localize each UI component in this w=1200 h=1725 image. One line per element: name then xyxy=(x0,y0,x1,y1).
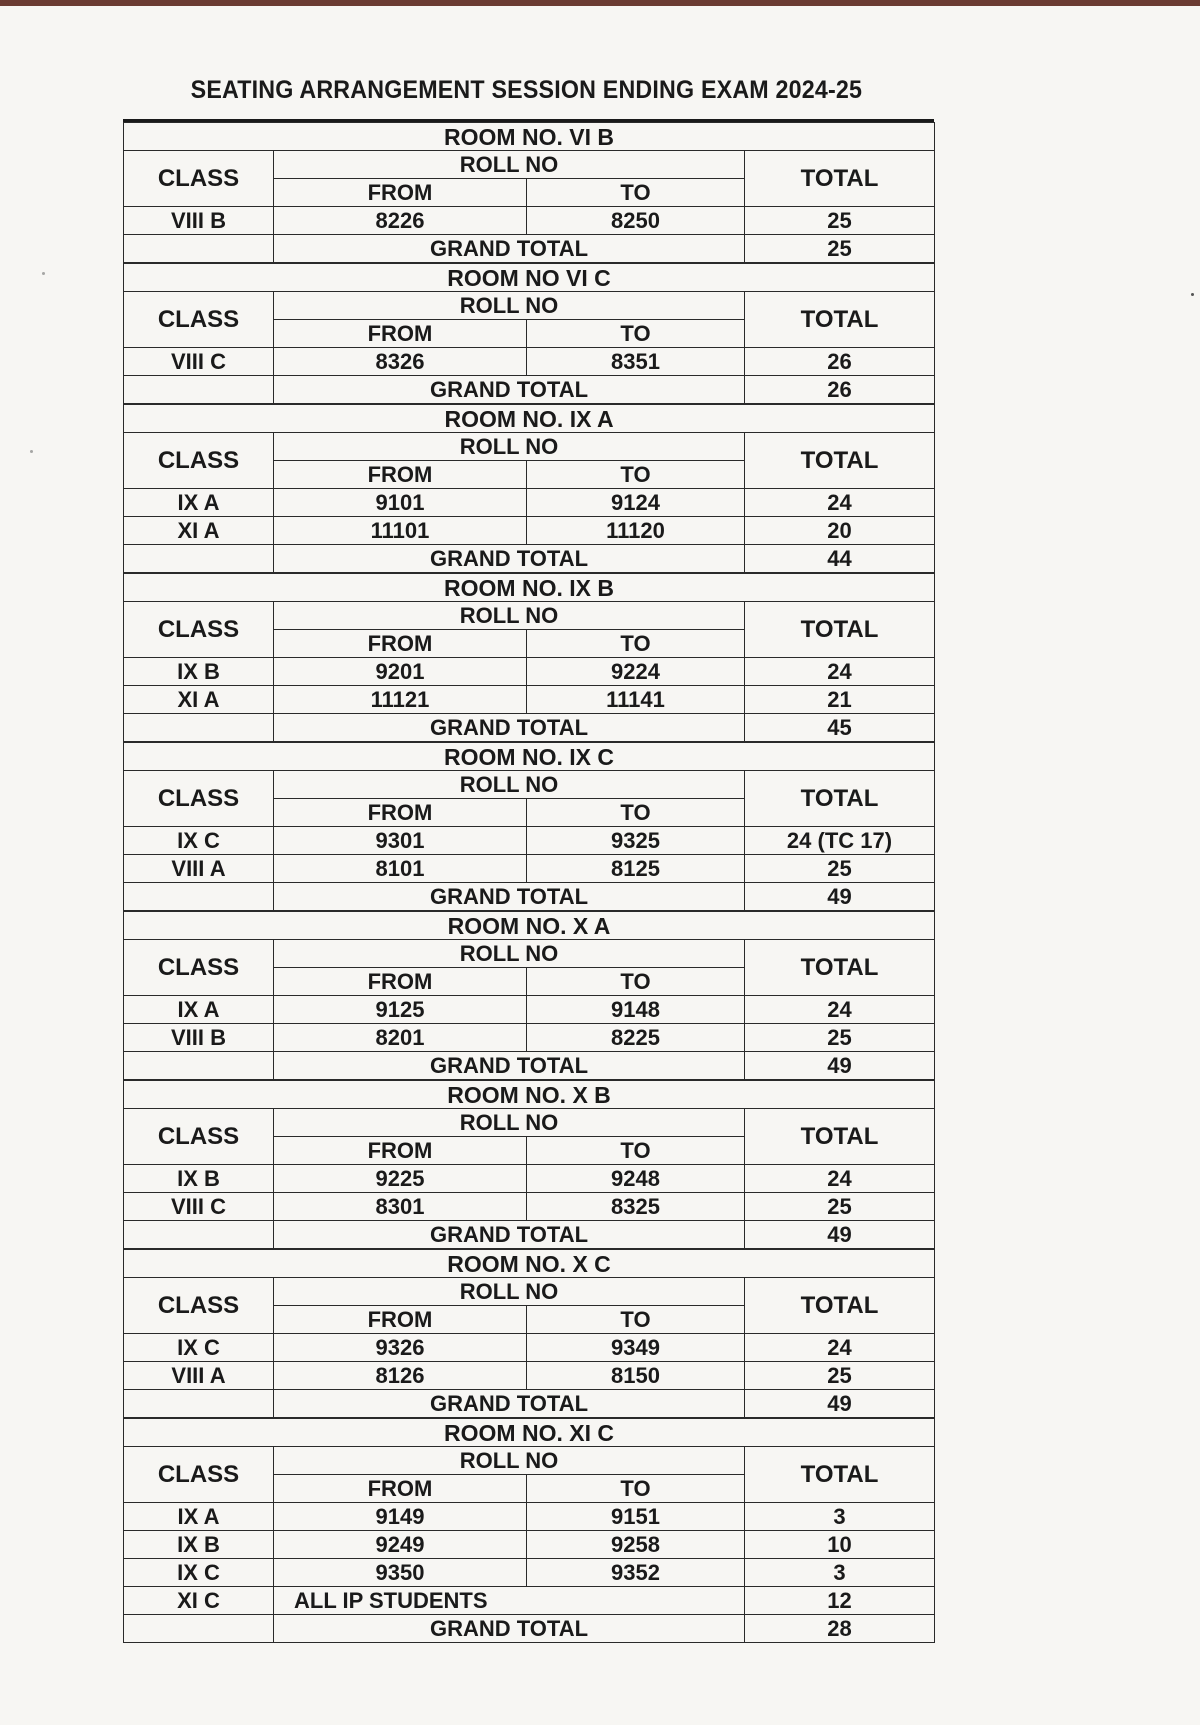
total-cell: 25 xyxy=(745,1362,935,1390)
total-cell: 3 xyxy=(745,1503,935,1531)
grand-total-label: GRAND TOTAL xyxy=(274,1221,745,1249)
total-cell: 25 xyxy=(745,207,935,235)
room-name: ROOM NO. X A xyxy=(124,912,935,940)
to-header: TO xyxy=(527,461,745,489)
room-table xyxy=(123,573,935,742)
to-header: TO xyxy=(527,968,745,996)
total-cell: 21 xyxy=(745,686,935,714)
room-table xyxy=(123,1418,935,1643)
to-header: TO xyxy=(527,1306,745,1334)
class-cell: IX B xyxy=(124,1531,274,1559)
total-cell: 12 xyxy=(745,1587,935,1615)
roll-no-header: ROLL NO xyxy=(274,602,745,630)
table-row xyxy=(124,1334,935,1362)
to-header: TO xyxy=(527,1475,745,1503)
from-header: FROM xyxy=(274,1137,527,1165)
class-cell: VIII C xyxy=(124,1193,274,1221)
to-header: TO xyxy=(527,630,745,658)
room-name: ROOM NO. VI B xyxy=(124,123,935,151)
to-header: TO xyxy=(527,179,745,207)
total-cell: 3 xyxy=(745,1559,935,1587)
note-cell: ALL IP STUDENTS xyxy=(274,1587,745,1615)
from-cell: 9149 xyxy=(274,1503,527,1531)
total-header: TOTAL xyxy=(745,151,935,207)
total-header: TOTAL xyxy=(745,940,935,996)
table-row xyxy=(124,489,935,517)
paper-speck xyxy=(42,272,45,275)
class-cell: VIII A xyxy=(124,855,274,883)
from-cell: 9326 xyxy=(274,1334,527,1362)
to-cell: 9148 xyxy=(527,996,745,1024)
grand-total-row xyxy=(124,1615,935,1643)
total-cell: 10 xyxy=(745,1531,935,1559)
from-cell: 9125 xyxy=(274,996,527,1024)
grand-total-label: GRAND TOTAL xyxy=(274,1390,745,1418)
class-cell: XI A xyxy=(124,686,274,714)
room-table xyxy=(123,742,935,911)
grand-total-row xyxy=(124,1052,935,1080)
grand-total-row xyxy=(124,1390,935,1418)
to-cell: 8250 xyxy=(527,207,745,235)
total-cell: 20 xyxy=(745,517,935,545)
grand-total-label: GRAND TOTAL xyxy=(274,1052,745,1080)
grand-total-value: 45 xyxy=(745,714,935,742)
roll-no-header: ROLL NO xyxy=(274,1109,745,1137)
to-header: TO xyxy=(527,799,745,827)
from-header: FROM xyxy=(274,320,527,348)
from-cell: 9301 xyxy=(274,827,527,855)
room-name: ROOM NO. XI C xyxy=(124,1419,935,1447)
class-cell: IX A xyxy=(124,1503,274,1531)
table-row xyxy=(124,1559,935,1587)
grand-total-row xyxy=(124,545,935,573)
to-cell: 9248 xyxy=(527,1165,745,1193)
room-table xyxy=(123,911,935,1080)
total-cell: 26 xyxy=(745,348,935,376)
total-cell: 24 xyxy=(745,1334,935,1362)
total-cell: 24 (TC 17) xyxy=(745,827,935,855)
from-header: FROM xyxy=(274,630,527,658)
total-header: TOTAL xyxy=(745,433,935,489)
grand-total-value: 28 xyxy=(745,1615,935,1643)
room-table xyxy=(123,1080,935,1249)
from-cell: 11101 xyxy=(274,517,527,545)
room-name: ROOM NO. X C xyxy=(124,1250,935,1278)
class-cell: VIII C xyxy=(124,348,274,376)
class-cell: IX C xyxy=(124,1334,274,1362)
table-row xyxy=(124,1362,935,1390)
to-cell: 9124 xyxy=(527,489,745,517)
from-cell: 11121 xyxy=(274,686,527,714)
class-cell: XI C xyxy=(124,1587,274,1615)
total-header: TOTAL xyxy=(745,1109,935,1165)
from-cell: 9201 xyxy=(274,658,527,686)
table-row xyxy=(124,686,935,714)
grand-total-row xyxy=(124,235,935,263)
grand-total-value: 49 xyxy=(745,1221,935,1249)
grand-total-label: GRAND TOTAL xyxy=(274,1615,745,1643)
grand-total-row xyxy=(124,883,935,911)
grand-total-label: GRAND TOTAL xyxy=(274,545,745,573)
class-header: CLASS xyxy=(124,151,274,207)
to-cell: 11120 xyxy=(527,517,745,545)
total-cell: 24 xyxy=(745,1165,935,1193)
to-cell: 11141 xyxy=(527,686,745,714)
from-header: FROM xyxy=(274,179,527,207)
table-row xyxy=(124,1024,935,1052)
from-cell: 8226 xyxy=(274,207,527,235)
class-cell: IX B xyxy=(124,1165,274,1193)
total-header: TOTAL xyxy=(745,292,935,348)
grand-total-value: 49 xyxy=(745,1390,935,1418)
to-header: TO xyxy=(527,1137,745,1165)
grand-total-label: GRAND TOTAL xyxy=(274,714,745,742)
class-header: CLASS xyxy=(124,771,274,827)
to-cell: 9258 xyxy=(527,1531,745,1559)
from-cell: 8126 xyxy=(274,1362,527,1390)
from-header: FROM xyxy=(274,968,527,996)
class-cell: VIII B xyxy=(124,207,274,235)
class-cell: IX A xyxy=(124,489,274,517)
grand-total-value: 25 xyxy=(745,235,935,263)
grand-total-value: 44 xyxy=(745,545,935,573)
roll-no-header: ROLL NO xyxy=(274,940,745,968)
from-cell: 8326 xyxy=(274,348,527,376)
room-name: ROOM NO. IX C xyxy=(124,743,935,771)
total-header: TOTAL xyxy=(745,602,935,658)
room-name: ROOM NO. X B xyxy=(124,1081,935,1109)
class-header: CLASS xyxy=(124,940,274,996)
class-header: CLASS xyxy=(124,292,274,348)
total-cell: 25 xyxy=(745,1024,935,1052)
roll-no-header: ROLL NO xyxy=(274,151,745,179)
to-header: TO xyxy=(527,320,745,348)
grand-total-value: 26 xyxy=(745,376,935,404)
table-row xyxy=(124,517,935,545)
class-header: CLASS xyxy=(124,433,274,489)
grand-total-label: GRAND TOTAL xyxy=(274,883,745,911)
table-row xyxy=(124,1193,935,1221)
from-cell: 9350 xyxy=(274,1559,527,1587)
grand-total-label: GRAND TOTAL xyxy=(274,235,745,263)
page-title: SEATING ARRANGEMENT SESSION ENDING EXAM 2024-25 xyxy=(190,76,863,104)
table-row xyxy=(124,348,935,376)
class-header: CLASS xyxy=(124,1447,274,1503)
roll-no-header: ROLL NO xyxy=(274,292,745,320)
grand-total-label: GRAND TOTAL xyxy=(274,376,745,404)
class-cell: VIII A xyxy=(124,1362,274,1390)
total-header: TOTAL xyxy=(745,1447,935,1503)
to-cell: 8325 xyxy=(527,1193,745,1221)
table-row xyxy=(124,827,935,855)
table-row xyxy=(124,1503,935,1531)
class-header: CLASS xyxy=(124,1278,274,1334)
total-cell: 24 xyxy=(745,996,935,1024)
to-cell: 9224 xyxy=(527,658,745,686)
from-header: FROM xyxy=(274,461,527,489)
seating-document xyxy=(123,119,934,1643)
total-cell: 24 xyxy=(745,489,935,517)
class-cell: IX B xyxy=(124,658,274,686)
from-header: FROM xyxy=(274,799,527,827)
class-cell: VIII B xyxy=(124,1024,274,1052)
from-cell: 8201 xyxy=(274,1024,527,1052)
table-row xyxy=(124,996,935,1024)
room-name: ROOM NO. IX B xyxy=(124,574,935,602)
table-row xyxy=(124,1531,935,1559)
total-cell: 24 xyxy=(745,658,935,686)
to-cell: 8150 xyxy=(527,1362,745,1390)
total-cell: 25 xyxy=(745,1193,935,1221)
class-cell: XI A xyxy=(124,517,274,545)
total-header: TOTAL xyxy=(745,1278,935,1334)
class-header: CLASS xyxy=(124,1109,274,1165)
class-cell: IX A xyxy=(124,996,274,1024)
room-table xyxy=(123,1249,935,1418)
from-cell: 8101 xyxy=(274,855,527,883)
from-cell: 8301 xyxy=(274,1193,527,1221)
table-row xyxy=(124,1587,935,1615)
total-cell: 25 xyxy=(745,855,935,883)
roll-no-header: ROLL NO xyxy=(274,1447,745,1475)
room-table xyxy=(123,122,935,263)
paper-speck xyxy=(30,450,33,453)
room-name: ROOM NO. IX A xyxy=(124,405,935,433)
table-row xyxy=(124,207,935,235)
to-cell: 8125 xyxy=(527,855,745,883)
from-cell: 9249 xyxy=(274,1531,527,1559)
class-cell: IX C xyxy=(124,1559,274,1587)
total-header: TOTAL xyxy=(745,771,935,827)
roll-no-header: ROLL NO xyxy=(274,1278,745,1306)
to-cell: 9352 xyxy=(527,1559,745,1587)
to-cell: 9151 xyxy=(527,1503,745,1531)
room-table xyxy=(123,404,935,573)
class-header: CLASS xyxy=(124,602,274,658)
to-cell: 8351 xyxy=(527,348,745,376)
grand-total-value: 49 xyxy=(745,883,935,911)
table-row xyxy=(124,855,935,883)
paper-speck xyxy=(1191,293,1194,296)
from-header: FROM xyxy=(274,1306,527,1334)
to-cell: 9349 xyxy=(527,1334,745,1362)
to-cell: 8225 xyxy=(527,1024,745,1052)
from-cell: 9225 xyxy=(274,1165,527,1193)
table-row xyxy=(124,1165,935,1193)
roll-no-header: ROLL NO xyxy=(274,771,745,799)
grand-total-value: 49 xyxy=(745,1052,935,1080)
room-name: ROOM NO VI C xyxy=(124,264,935,292)
table-row xyxy=(124,658,935,686)
photo-edge xyxy=(0,0,1200,6)
from-header: FROM xyxy=(274,1475,527,1503)
class-cell: IX C xyxy=(124,827,274,855)
roll-no-header: ROLL NO xyxy=(274,433,745,461)
room-table xyxy=(123,263,935,404)
grand-total-row xyxy=(124,376,935,404)
grand-total-row xyxy=(124,714,935,742)
from-cell: 9101 xyxy=(274,489,527,517)
to-cell: 9325 xyxy=(527,827,745,855)
grand-total-row xyxy=(124,1221,935,1249)
